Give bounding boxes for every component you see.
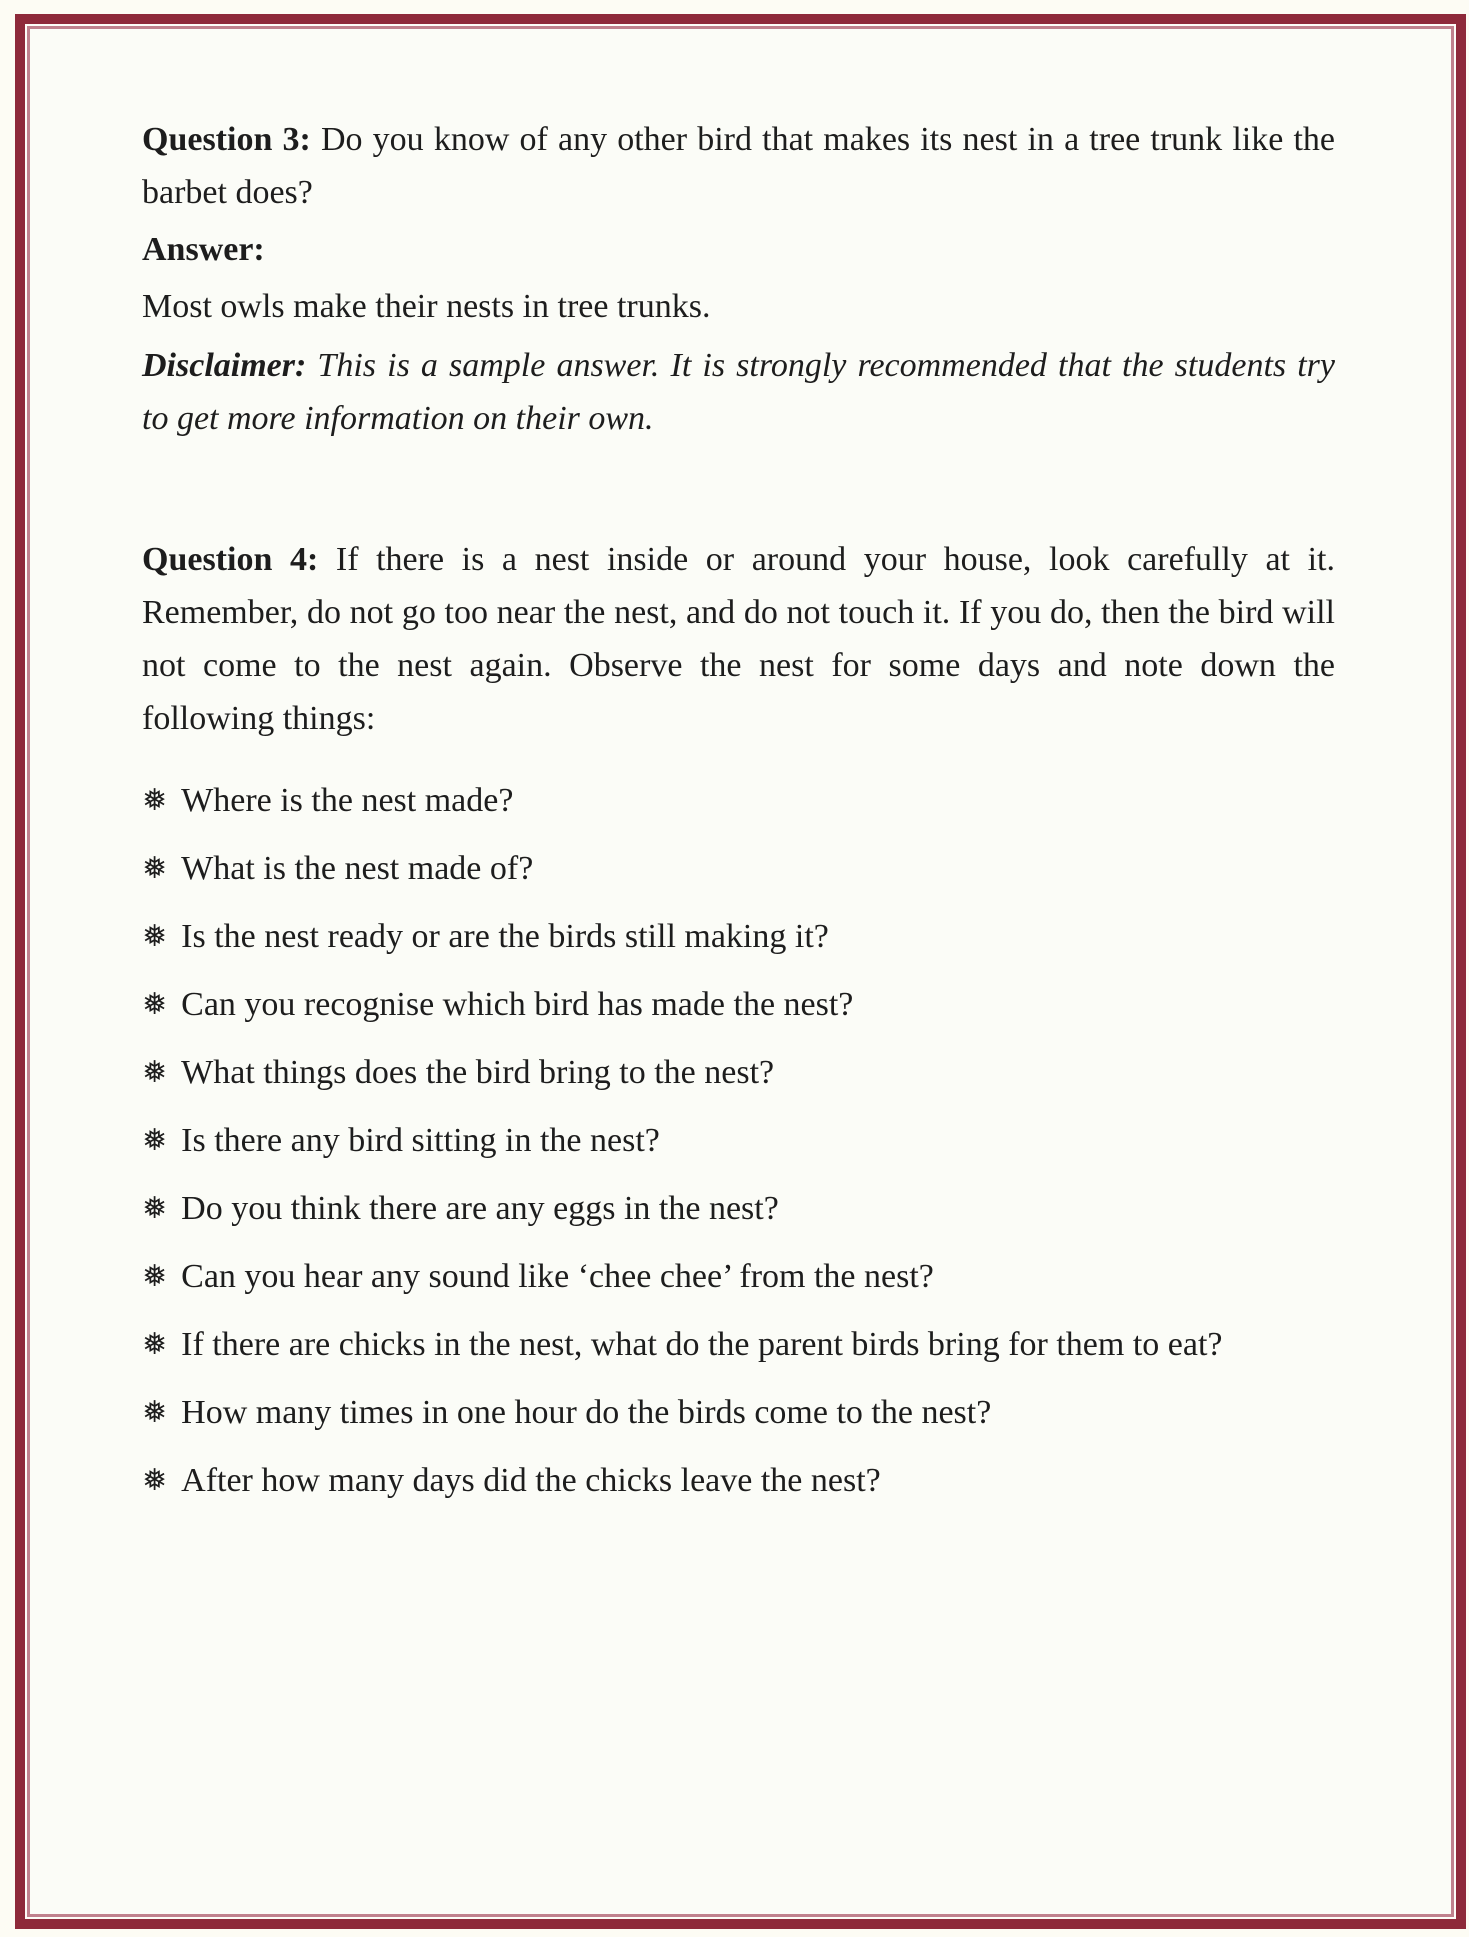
snowflake-bullet-icon: ❅: [142, 783, 168, 818]
observation-item-text: After how many days did the chicks leave the nest?: [181, 1462, 881, 1499]
observation-item: [142, 981, 1335, 1029]
snowflake-bullet-icon: ❅: [142, 1463, 168, 1498]
observation-item: [142, 1049, 1335, 1097]
answer-label: Answer:: [142, 231, 265, 268]
answer-text: Most owls make their nests in tree trunks.: [142, 288, 711, 325]
snowflake-bullet-icon: ❅: [142, 851, 168, 886]
observation-item-text: Do you think there are any eggs in the nest?: [181, 1190, 779, 1227]
snowflake-bullet-icon: ❅: [142, 1259, 168, 1294]
question-4-paragraph: [142, 533, 1335, 745]
observation-item: [142, 1321, 1335, 1369]
question-4-label: Question 4:: [142, 541, 319, 578]
observation-item-text: Can you recognise which bird has made the nest?: [181, 986, 854, 1023]
disclaimer-paragraph: [142, 339, 1335, 445]
observation-item: [142, 1457, 1335, 1505]
observation-list: [142, 777, 1335, 1505]
observation-item-text: Is there any bird sitting in the nest?: [181, 1122, 660, 1159]
disclaimer-text: This is a sample answer. It is strongly recommended that the students try to get more information on their own.: [142, 347, 1335, 437]
snowflake-bullet-icon: ❅: [142, 919, 168, 954]
question-3-paragraph: [142, 113, 1335, 219]
observation-item-text: Where is the nest made?: [181, 782, 514, 819]
snowflake-bullet-icon: ❅: [142, 1191, 168, 1226]
observation-item: [142, 913, 1335, 961]
question-3-text: Do you know of any other bird that makes its nest in a tree trunk like the barbet does?: [142, 121, 1335, 211]
answer-heading: [142, 223, 1335, 276]
observation-item: [142, 777, 1335, 825]
snowflake-bullet-icon: ❅: [142, 1055, 168, 1090]
observation-item-text: If there are chicks in the nest, what do the parent birds bring for them to eat?: [181, 1326, 1223, 1363]
question-3-label: Question 3:: [142, 121, 311, 158]
snowflake-bullet-icon: ❅: [142, 1395, 168, 1430]
observation-item-text: Can you hear any sound like ‘chee chee’ from the nest?: [181, 1258, 934, 1295]
observation-item-text: How many times in one hour do the birds come to the nest?: [181, 1394, 992, 1431]
snowflake-bullet-icon: ❅: [142, 1327, 168, 1362]
question-4-text: If there is a nest inside or around your house, look carefully at it. Remember, do not go too near the nest, and do not touch it. If you do, then the bird will not come to the nest again. Observe the nest for some days and note down the following things:: [142, 541, 1335, 737]
observation-item: [142, 1253, 1335, 1301]
disclaimer-label: Disclaimer:: [142, 347, 307, 384]
observation-item-text: Is the nest ready or are the birds still making it?: [181, 918, 829, 955]
page-border-outer: [15, 14, 1466, 1929]
document-page: [30, 29, 1451, 1505]
page-border-inner: [27, 26, 1454, 1917]
snowflake-bullet-icon: ❅: [142, 987, 168, 1022]
observation-item: [142, 845, 1335, 893]
observation-item: [142, 1185, 1335, 1233]
observation-item: [142, 1117, 1335, 1165]
snowflake-bullet-icon: ❅: [142, 1123, 168, 1158]
observation-item-text: What is the nest made of?: [181, 850, 534, 887]
observation-item: [142, 1389, 1335, 1437]
observation-item-text: What things does the bird bring to the nest?: [181, 1054, 775, 1091]
